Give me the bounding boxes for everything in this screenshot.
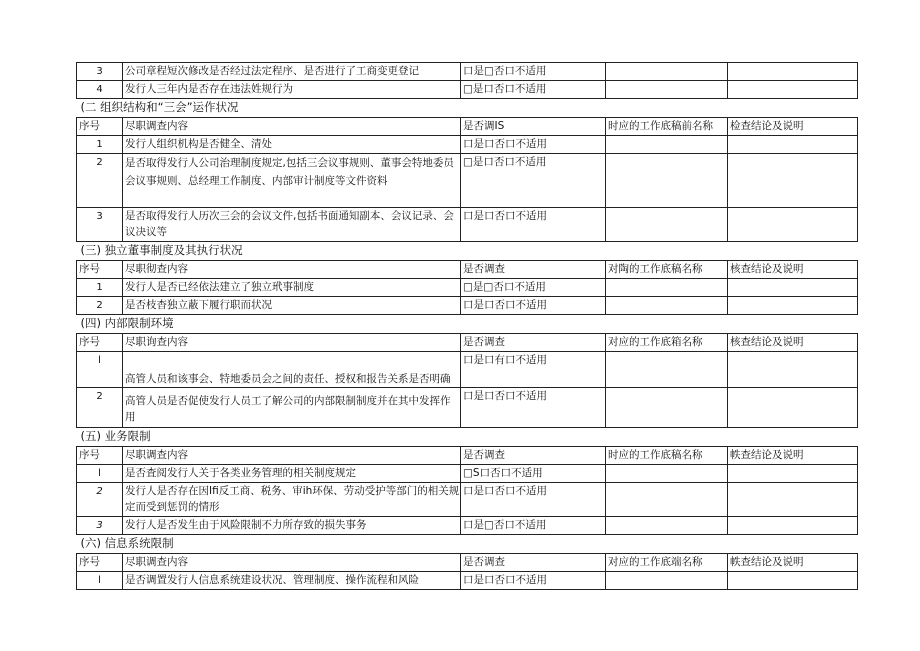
investigation-content-cell: 是否取得发行人历次三会的会议文件,包括书面通知副本、会议记录、会议决议等 [123, 208, 461, 242]
row-number: 3 [77, 63, 123, 81]
header-investigated: 是否调查 [461, 447, 606, 465]
table-row [77, 517, 858, 535]
investigation-content-cell: 发行人组织机构是否健全、清处 [123, 136, 461, 154]
investigation-content-cell: 发行人是否存在因Ifi反工商、税务、审ih环保、劳动受护等部门的相关规定而受到惩罚的情形 [123, 483, 461, 517]
investigation-content-cell: 高管人员和该事会、特地委员会之间的责任、授权和报告关系是否明确 [123, 352, 461, 388]
table-row [77, 388, 858, 428]
header-content: 尽职调查内容 [123, 447, 461, 465]
header-content: 尽职调查内容 [123, 554, 461, 572]
table-header-row [77, 447, 858, 465]
investigation-content-cell: 是否调置发行人信息系统建设状况、管理制度、操作流程和风险 [123, 572, 461, 590]
working-paper-name-cell [606, 572, 728, 590]
checked-options-cell: 口是口否口不适用 [461, 388, 606, 428]
investigation-content-cell: 是否取得发行人公司治理制度规定,包括三会议事规则、董事会特地委员会议事规则、总经理工作制度、内部审计制度等文件资料 [123, 154, 461, 208]
conclusion-cell [728, 388, 858, 428]
investigation-content-cell: 高管人员是否促使发行人员工了解公司的内部限制制度并在其中发挥作用 [123, 388, 461, 428]
table-header-row [77, 118, 858, 136]
conclusion-cell [728, 465, 858, 483]
table-row [77, 81, 858, 99]
checked-options-cell: 口是口有口不适用 [461, 352, 606, 388]
table-row [77, 63, 858, 81]
row-number: 3 [77, 208, 123, 242]
working-paper-name-cell [606, 352, 728, 388]
conclusion-cell [728, 208, 858, 242]
section-title: (六) 信息系统限制 [77, 535, 858, 554]
checked-options-cell: 口是口否口不适用 [461, 297, 606, 315]
investigation-content-cell: 发行人是否已经依法建立了独立玳事制度 [123, 279, 461, 297]
table-header-row [77, 261, 858, 279]
checked-options-cell: 口是口否口不适用 [461, 136, 606, 154]
checked-options-cell: 口是口否口不适用 [461, 572, 606, 590]
section-title: (四) 内部限制环境 [77, 315, 858, 334]
working-paper-name-cell [606, 388, 728, 428]
table-row [77, 208, 858, 242]
table-row [77, 572, 858, 590]
header-number: 序号 [77, 554, 123, 572]
conclusion-cell [728, 297, 858, 315]
header-conclusion: 核查结论及说明 [728, 334, 858, 352]
working-paper-name-cell [606, 136, 728, 154]
header-investigated: 是否调查 [461, 554, 606, 572]
checked-options-cell: 口是口否口不适用 [461, 208, 606, 242]
row-number: 1 [77, 279, 123, 297]
working-paper-name-cell [606, 517, 728, 535]
investigation-content-cell: 是否枝杳独立蔽下履行职而状况 [123, 297, 461, 315]
header-investigated: 是否调查 [461, 261, 606, 279]
header-working-paper: 对陶的工作底稿名称 [606, 261, 728, 279]
row-number: 2 [77, 297, 123, 315]
table-row [77, 483, 858, 517]
table-row [77, 297, 858, 315]
header-investigated: 是否调IS [461, 118, 606, 136]
header-number: 序号 [77, 118, 123, 136]
investigation-content-cell: 发行人三年内是否存在违法姓规行为 [123, 81, 461, 99]
header-working-paper: 时应的工作底稿名称 [606, 447, 728, 465]
conclusion-cell [728, 483, 858, 517]
header-conclusion: 帙查结论及说明 [728, 554, 858, 572]
checked-options-cell: 口是口否口不适用 [461, 483, 606, 517]
section-title-row [77, 428, 858, 447]
header-working-paper: 对应的工作底箱名称 [606, 334, 728, 352]
header-investigated: 是否调查 [461, 334, 606, 352]
table-header-row [77, 334, 858, 352]
conclusion-cell [728, 81, 858, 99]
working-paper-name-cell [606, 154, 728, 208]
section-title-row [77, 535, 858, 554]
header-content: 尽职彻查内容 [123, 261, 461, 279]
due-diligence-checklist-sheet [76, 62, 857, 590]
table-row [77, 136, 858, 154]
conclusion-cell [728, 154, 858, 208]
header-number: 序号 [77, 447, 123, 465]
working-paper-name-cell [606, 465, 728, 483]
row-number: l [77, 352, 123, 388]
header-conclusion: 帙查结论及说明 [728, 447, 858, 465]
conclusion-cell [728, 136, 858, 154]
header-conclusion: 检查结论及说明 [728, 118, 858, 136]
row-number: l [77, 572, 123, 590]
section-title: (二 组织结构和“三会”运作状况 [77, 99, 858, 118]
table-row [77, 279, 858, 297]
table-row [77, 352, 858, 388]
conclusion-cell [728, 517, 858, 535]
investigation-content-cell: 公司章程短次修改是否经过法定程序、是否进行了工商变更登记 [123, 63, 461, 81]
investigation-content-cell: 是否査阅发行人关于各类业务管理的相关制度规定 [123, 465, 461, 483]
conclusion-cell [728, 279, 858, 297]
section-title: (三) 独立董事制度及其执行状况 [77, 242, 858, 261]
working-paper-name-cell [606, 297, 728, 315]
header-content: 尽职调查内容 [123, 118, 461, 136]
conclusion-cell [728, 63, 858, 81]
working-paper-name-cell [606, 208, 728, 242]
section-title-row [77, 242, 858, 261]
checked-options-cell: □是□否口不适用 [461, 279, 606, 297]
table-row [77, 154, 858, 208]
table-row [77, 465, 858, 483]
checklist-table [76, 62, 858, 590]
section-title-row [77, 315, 858, 334]
row-number: 2 [77, 388, 123, 428]
row-number: 4 [77, 81, 123, 99]
checked-options-cell: □S口否口不适用 [461, 465, 606, 483]
section-title: (五) 业务限制 [77, 428, 858, 447]
investigation-content-cell: 发行人是否发生由于风险限制不力所存致的损失事务 [123, 517, 461, 535]
checked-options-cell: □是口否口不适用 [461, 81, 606, 99]
header-content: 尽职询查内容 [123, 334, 461, 352]
checked-options-cell: 口是□否口不适用 [461, 517, 606, 535]
row-number: 2 [77, 154, 123, 208]
row-number: 3 [77, 517, 123, 535]
working-paper-name-cell [606, 483, 728, 517]
conclusion-cell [728, 352, 858, 388]
table-header-row [77, 554, 858, 572]
checked-options-cell: 口是□否口不适用 [461, 63, 606, 81]
header-conclusion: 核查结论及说明 [728, 261, 858, 279]
header-number: 序号 [77, 334, 123, 352]
header-working-paper: 对应的工作底端名称 [606, 554, 728, 572]
row-number: 1 [77, 136, 123, 154]
working-paper-name-cell [606, 63, 728, 81]
header-number: 序号 [77, 261, 123, 279]
checked-options-cell: □是口否口不适用 [461, 154, 606, 208]
working-paper-name-cell [606, 279, 728, 297]
row-number: 2 [77, 483, 123, 517]
header-working-paper: 时应的工作底稿前名称 [606, 118, 728, 136]
section-title-row [77, 99, 858, 118]
row-number: l [77, 465, 123, 483]
conclusion-cell [728, 572, 858, 590]
working-paper-name-cell [606, 81, 728, 99]
